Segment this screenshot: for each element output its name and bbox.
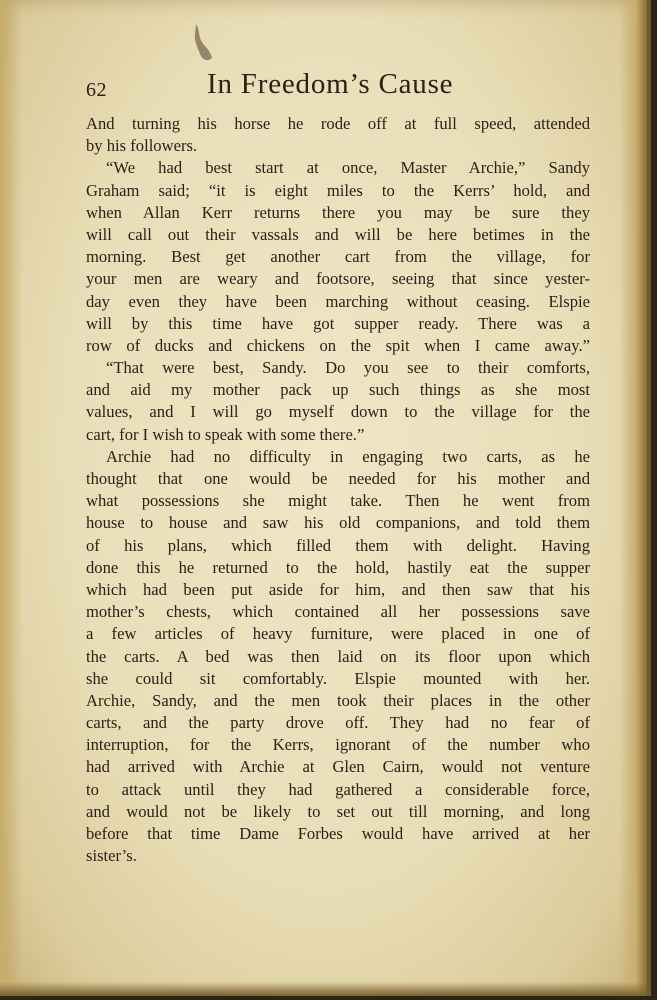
text-line: morning. Best get another cart from the village, for	[86, 247, 590, 267]
text-line: of his plans, which filled them with delight. Having	[86, 535, 590, 555]
text-line: when Allan Kerr returns there you may be sure they	[86, 202, 590, 222]
text-line: and would not be likely to set out till morning, and long	[86, 801, 590, 821]
text-line: before that time Dame Forbes would have arrived at her	[86, 824, 590, 843]
page-edge-shadow-bottom	[0, 982, 647, 996]
text-line: the carts. A bed was then laid on its floor upon which	[86, 646, 590, 666]
text-line: your men are weary and footsore, seeing that since yester-	[86, 269, 590, 289]
text-line: And turning his horse he rode off at full speed, attended	[86, 114, 590, 133]
text-line: house to house and saw his old companions, and told them	[86, 513, 590, 533]
text-line: Archie, Sandy, and the men took their places in the other	[86, 690, 590, 710]
text-line: she could sit comfortably. Elspie mounted with her.	[86, 668, 590, 688]
text-line: by his followers.	[86, 136, 198, 156]
text-line: done this he returned to the hold, hastily eat the supper	[86, 557, 590, 577]
page-header	[86, 66, 586, 106]
text-line: to attack until they had gathered a considerable force,	[86, 779, 590, 799]
text-line: what possessions she might take. Then he went from	[86, 491, 590, 511]
body-text	[86, 113, 590, 867]
text-line: day even they have been marching without ceasing. Elspie	[86, 291, 590, 311]
page-edge-shadow-right	[619, 0, 647, 996]
text-line: interruption, for the Kerrs, ignorant of the number who	[86, 735, 590, 755]
text-line: and aid my mother pack up such things as she most	[86, 380, 590, 400]
text-line: values, and I will go myself down to the village for the	[86, 402, 590, 422]
running-title: In Freedom’s Cause	[207, 68, 454, 100]
text-line: which had been put aside for him, and then saw that his	[86, 579, 590, 599]
text-line: Graham said; “it is eight miles to the Kerrs’ hold, and	[86, 180, 590, 200]
text-line: row of ducks and chickens on the spit when I came away.”	[86, 335, 590, 355]
text-line: thought that one would be needed for his mother and	[86, 469, 590, 488]
ink-stain-mark	[192, 22, 214, 64]
text-line: mother’s chests, which contained all her possessions save	[86, 602, 590, 622]
text-line: Archie had no difficulty in engaging two carts, as he	[106, 446, 590, 466]
text-line: “We had best start at once, Master Archie,” Sandy	[106, 158, 590, 178]
text-line: will by this time have got supper ready. There was a	[86, 313, 590, 333]
text-line: had arrived with Archie at Glen Cairn, would not venture	[86, 757, 590, 777]
text-line: cart, for I wish to speak with some there.”	[86, 424, 365, 444]
text-line: “That were best, Sandy. Do you see to their comforts,	[106, 358, 590, 378]
text-line: carts, and the party drove off. They had no fear of	[86, 713, 590, 733]
page-edge-shadow-left	[0, 0, 22, 996]
text-line: will call out their vassals and will be here betimes in the	[86, 224, 590, 244]
page-number: 62	[86, 79, 107, 101]
text-line: a few articles of heavy furniture, were placed in one of	[86, 624, 590, 644]
text-line: sister’s.	[86, 846, 137, 866]
